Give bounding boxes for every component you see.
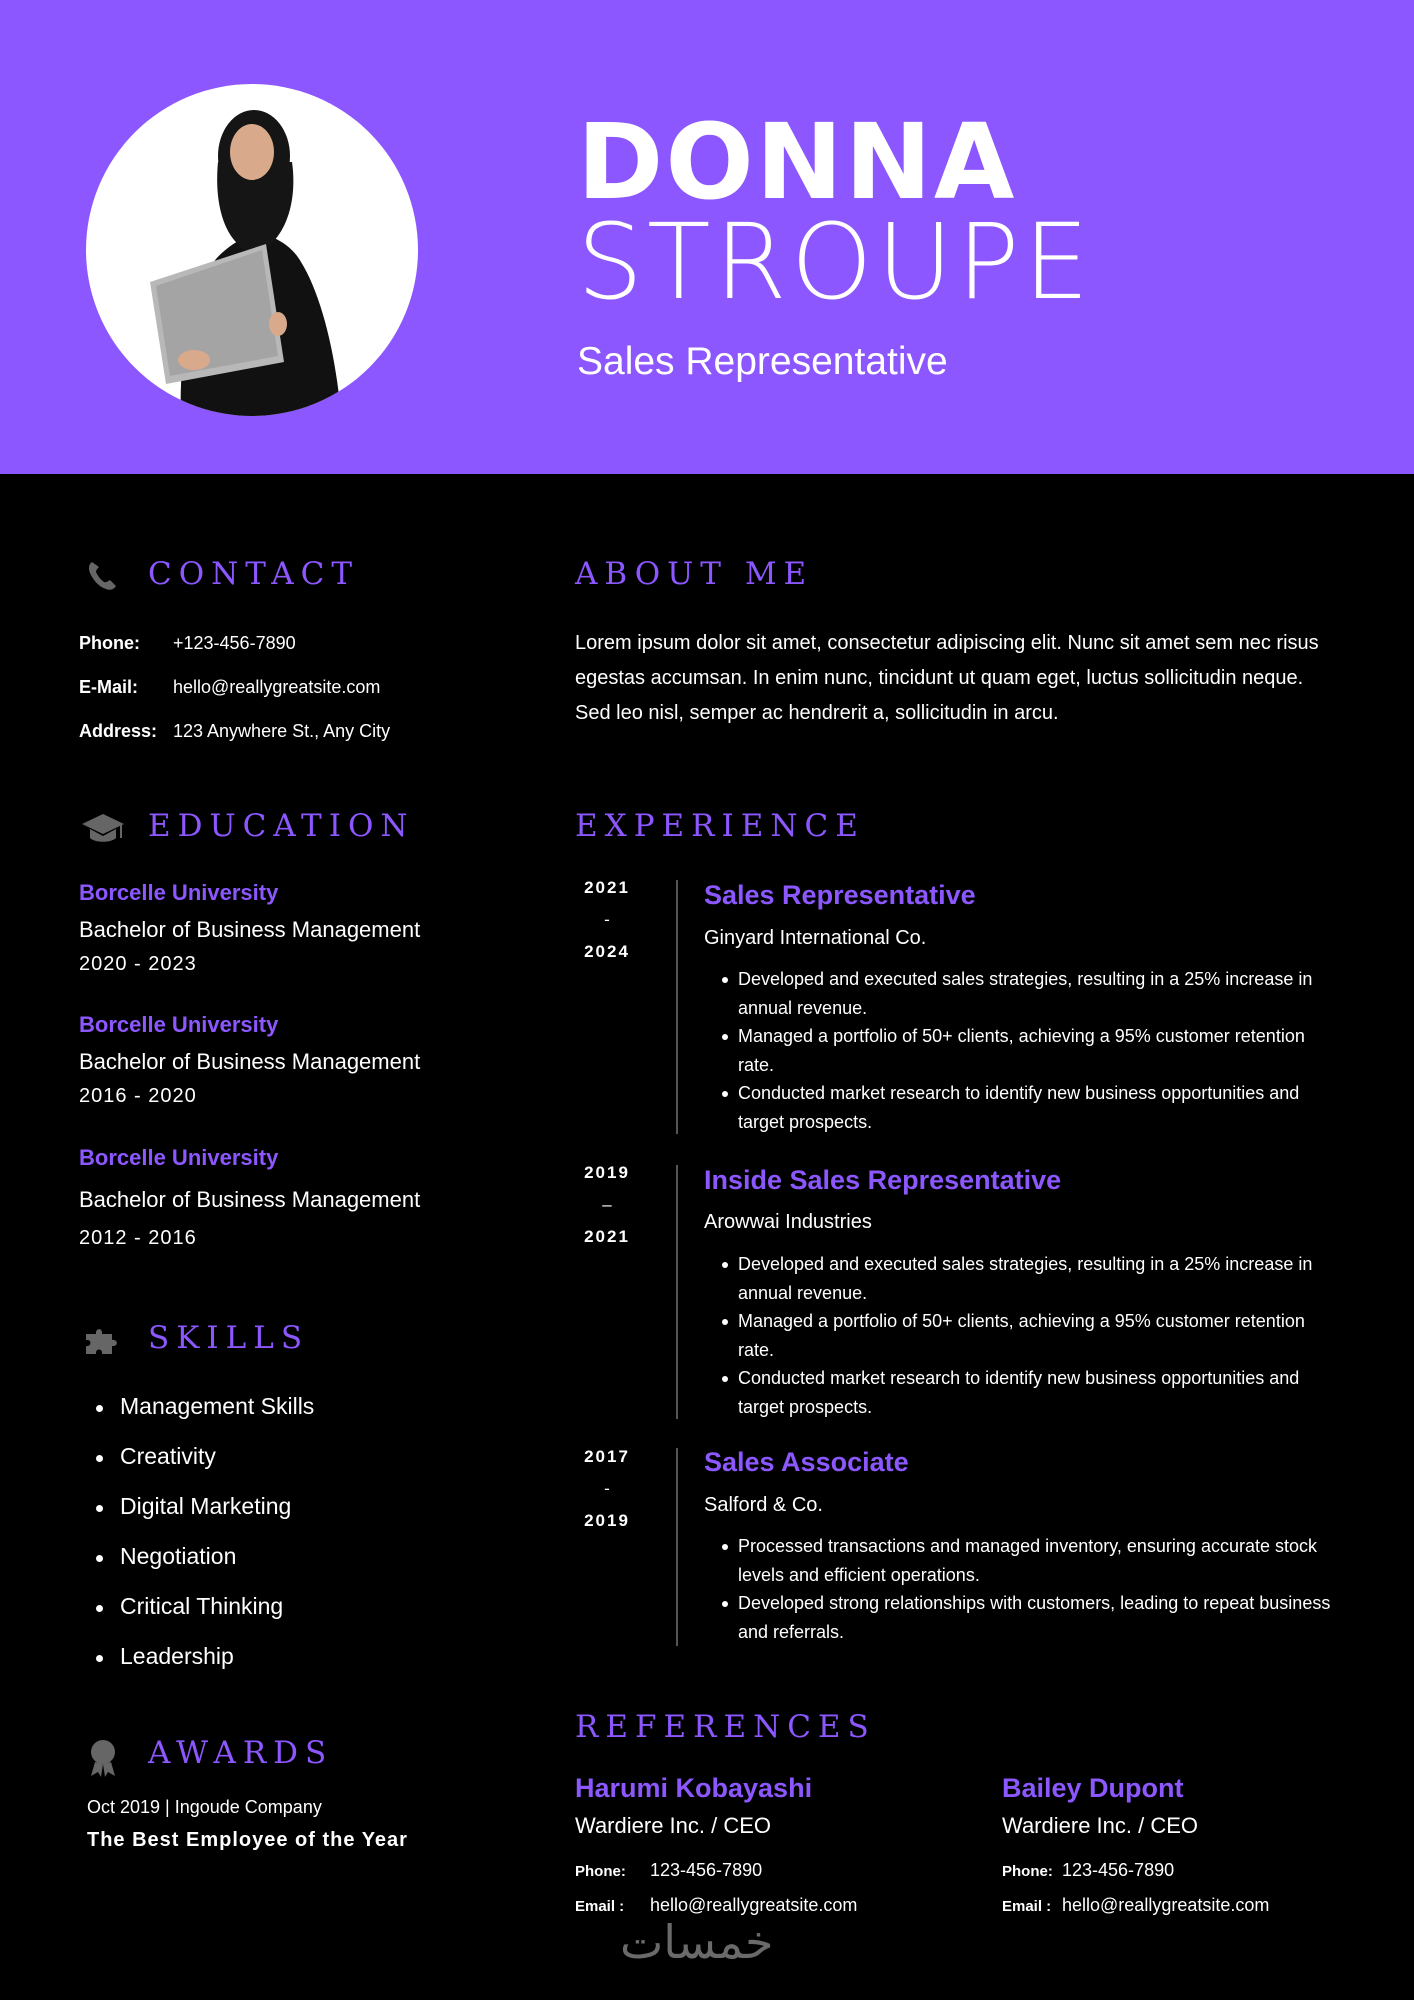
skills-heading: SKILLS (148, 1320, 310, 1356)
exp-start-year: 2019 (584, 1163, 630, 1182)
award-title: The Best Employee of the Year (87, 1829, 408, 1851)
exp-bullets (738, 965, 1338, 1136)
skill-label: Critical Thinking (120, 1593, 284, 1619)
awards-heading: AWARDS (148, 1735, 334, 1771)
phone-icon (84, 558, 120, 599)
award-badge-icon (86, 1738, 120, 1783)
exp-end-year: 2021 (584, 1227, 630, 1246)
exp-end-year: 2019 (584, 1511, 630, 1530)
exp-bullet: Managed a portfolio of 50+ clients, achieving a 95% customer retention rate. (738, 1022, 1338, 1079)
reference-phone-label: Phone: (1002, 1863, 1053, 1880)
edu-years: 2020 - 2023 (79, 953, 197, 975)
exp-bullets (738, 1250, 1338, 1421)
profile-photo (86, 84, 418, 416)
timeline-divider (676, 880, 678, 1134)
exp-company: Ginyard International Co. (704, 927, 927, 949)
exp-year-separator: - (604, 910, 610, 929)
exp-bullet: Conducted market research to identify new business opportunities and target prospects. (738, 1364, 1338, 1421)
skill-label: Management Skills (120, 1393, 315, 1419)
person-illustration (86, 84, 418, 416)
reference-email-label: Email : (1002, 1898, 1052, 1915)
exp-bullet: Managed a portfolio of 50+ clients, achieving a 95% customer retention rate. (738, 1307, 1338, 1364)
timeline-divider (676, 1165, 678, 1419)
exp-role: Sales Representative (704, 880, 976, 910)
puzzle-icon (82, 1326, 124, 1361)
reference-phone-value: 123-456-7890 (650, 1860, 763, 1880)
exp-bullet: Developed and executed sales strategies, resulting in a 25% increase in annual revenue. (738, 965, 1338, 1022)
first-name: DONNA (577, 101, 1017, 223)
exp-company: Salford & Co. (704, 1494, 823, 1516)
contact-address (79, 721, 390, 742)
exp-start-year: 2021 (584, 878, 630, 897)
about-heading: ABOUT ME (575, 556, 814, 592)
address-value: 123 Anywhere St., Any City (173, 721, 391, 741)
exp-year-separator: – (602, 1195, 612, 1214)
reference-phone (575, 1860, 762, 1881)
email-label: E-Mail: (79, 677, 139, 697)
skill-item (98, 1643, 234, 1670)
graduation-cap-icon (80, 812, 126, 851)
edu-years: 2016 - 2020 (79, 1085, 197, 1107)
job-title: Sales Representative (577, 340, 948, 383)
exp-end-year: 2024 (584, 942, 630, 961)
edu-degree: Bachelor of Business Management (79, 917, 421, 942)
exp-year-separator: - (604, 1479, 610, 1498)
skill-label: Negotiation (120, 1543, 237, 1569)
watermark-logo: خمسات (620, 1915, 774, 1969)
exp-bullet: Developed and executed sales strategies, resulting in a 25% increase in annual revenue. (738, 1250, 1338, 1307)
reference-phone (1002, 1860, 1174, 1881)
exp-bullet: Developed strong relationships with customers, leading to repeat business and referrals. (738, 1589, 1338, 1646)
contact-email (79, 677, 380, 698)
skill-item (98, 1493, 291, 1520)
about-text: Lorem ipsum dolor sit amet, consectetur adipiscing elit. Nunc sit amet sem nec risus egestas accumsan. In enim nunc, tincidunt ut quam eget, luctus sollicitudin neque. Sed leo nisl, semper ac hendrerit a, sollicitudin in arcu. (575, 632, 1319, 724)
reference-phone-label: Phone: (575, 1863, 626, 1880)
edu-degree: Bachelor of Business Management (79, 1187, 421, 1212)
exp-start-year: 2017 (584, 1447, 630, 1466)
exp-company: Arowwai Industries (704, 1211, 872, 1233)
phone-value: +123-456-7890 (173, 633, 296, 653)
exp-bullet: Conducted market research to identify new business opportunities and target prospects. (738, 1079, 1338, 1136)
reference-email-label: Email : (575, 1898, 625, 1915)
skill-label: Leadership (120, 1643, 234, 1669)
edu-degree: Bachelor of Business Management (79, 1049, 421, 1074)
education-heading: EDUCATION (148, 808, 415, 844)
header-banner (0, 0, 1414, 474)
edu-school: Borcelle University (79, 880, 279, 905)
skill-item (98, 1543, 236, 1570)
exp-bullet: Processed transactions and managed inventory, ensuring accurate stock levels and efficient operations. (738, 1532, 1338, 1589)
email-value: hello@reallygreatsite.com (173, 677, 381, 697)
exp-role: Sales Associate (704, 1447, 909, 1477)
skill-item (98, 1393, 314, 1420)
reference-email-value: hello@reallygreatsite.com (1062, 1895, 1270, 1915)
skill-label: Digital Marketing (120, 1493, 292, 1519)
contact-phone (79, 633, 296, 654)
reference-title: Wardiere Inc. / CEO (1002, 1813, 1199, 1838)
last-name: STROUPE (577, 201, 1094, 323)
reference-phone-value: 123-456-7890 (1062, 1860, 1175, 1880)
references-heading: REFERENCES (575, 1709, 876, 1745)
edu-school: Borcelle University (79, 1012, 279, 1037)
reference-name: Harumi Kobayashi (575, 1773, 813, 1803)
phone-label: Phone: (79, 633, 140, 653)
timeline-divider (676, 1448, 678, 1646)
address-label: Address: (79, 721, 158, 741)
exp-bullets (738, 1532, 1338, 1646)
reference-title: Wardiere Inc. / CEO (575, 1813, 772, 1838)
reference-name: Bailey Dupont (1002, 1773, 1184, 1803)
reference-email (575, 1895, 857, 1916)
edu-school: Borcelle University (79, 1145, 279, 1170)
reference-email (1002, 1895, 1269, 1916)
exp-role: Inside Sales Representative (704, 1165, 1062, 1195)
award-meta: Oct 2019 | Ingoude Company (87, 1797, 322, 1817)
skill-item (98, 1593, 283, 1620)
contact-heading: CONTACT (148, 556, 360, 592)
reference-email-value: hello@reallygreatsite.com (650, 1895, 858, 1915)
experience-heading: EXPERIENCE (575, 808, 865, 844)
skill-item (98, 1443, 216, 1470)
skill-label: Creativity (120, 1443, 216, 1469)
edu-years: 2012 - 2016 (79, 1227, 197, 1249)
